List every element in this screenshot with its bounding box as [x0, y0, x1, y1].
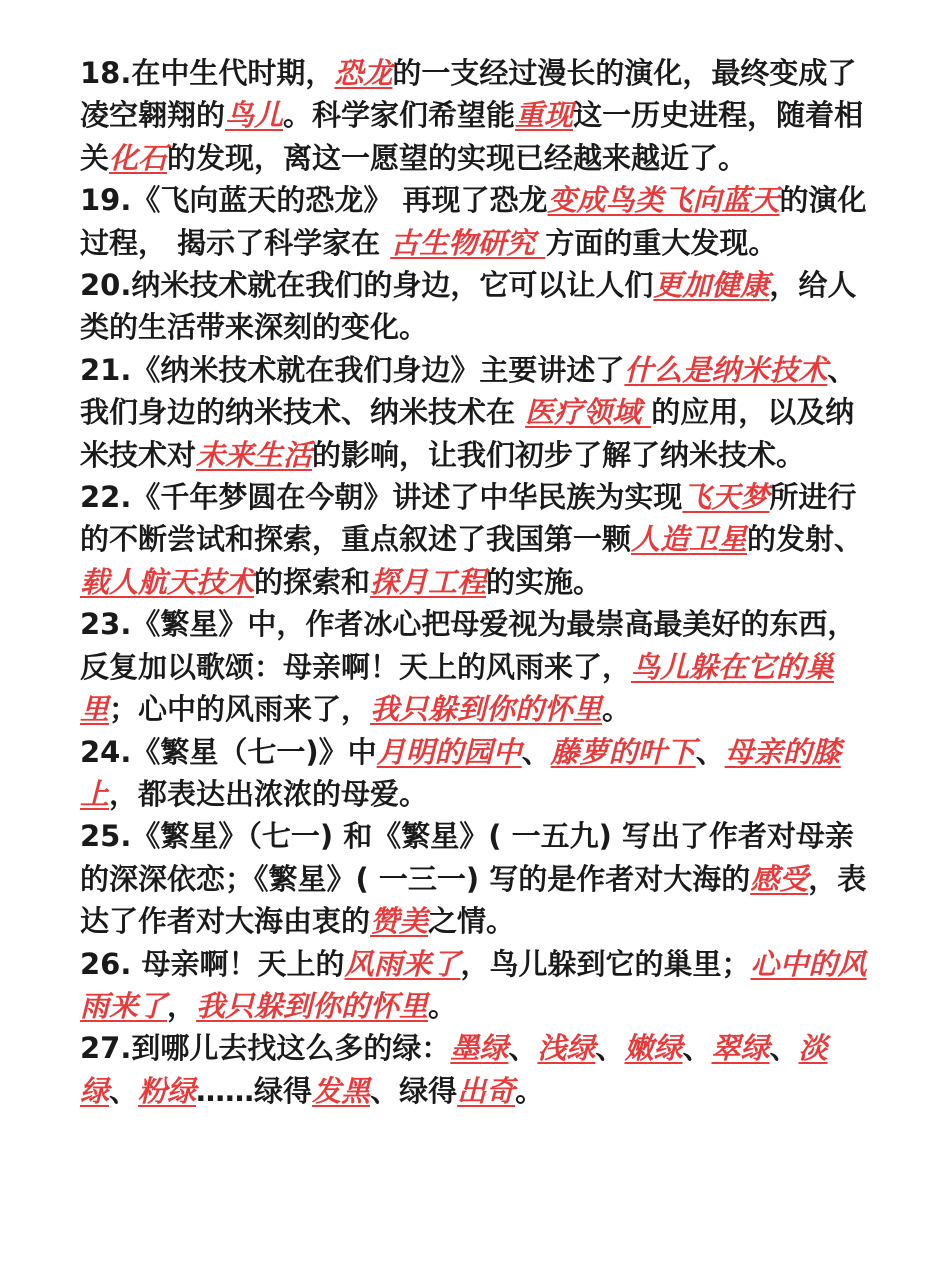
answer-text: 风雨来了	[344, 946, 461, 981]
answer-text: 更加健康	[653, 268, 770, 303]
body-text: 27.到哪儿去找这么多的绿：	[80, 1031, 451, 1066]
body-text: ；心中的风雨来了，	[109, 692, 371, 727]
body-text: 18.在中生代时期，	[80, 56, 335, 90]
answer-text: 嫩绿	[624, 1031, 683, 1066]
body-text: 23.《繁星》中，作者冰心把母爱视为最崇高最美好的东西，反复加以歌颂：母亲啊！天上的风雨来了，	[80, 607, 857, 684]
body-text: 的发射、	[747, 522, 864, 557]
body-text: 。科学家们希望能	[283, 98, 516, 133]
answer-text: 飞天梦	[682, 480, 770, 515]
body-text: 这一历史进程，随着相关	[80, 98, 864, 175]
note-item-q26	[80, 943, 880, 1028]
body-text: 20.纳米技术就在我们的身边，它可以让人们	[80, 268, 654, 303]
body-text: 。	[515, 1073, 545, 1108]
body-text: 的影响，让我们初步了解了纳米技术。	[312, 437, 806, 472]
note-item-q23	[80, 603, 880, 730]
body-text: ，都表达出浓浓的母爱。	[109, 776, 429, 811]
body-text: 。	[602, 692, 632, 727]
body-text: 之情。	[428, 904, 516, 939]
body-text: 、	[682, 1031, 712, 1066]
answer-text: 鸟儿躲在它的巢里	[80, 649, 835, 727]
answer-text: 墨绿	[450, 1031, 509, 1066]
answer-text: 探月工程	[370, 564, 487, 599]
answer-text: 赞美	[370, 904, 429, 939]
note-item-q27	[80, 1027, 880, 1112]
answer-text: 医疗领域	[525, 395, 652, 430]
answer-text: 什么是纳米技术	[624, 352, 828, 387]
note-item-q21	[80, 349, 880, 476]
body-text: 26. 母亲啊！天上的	[80, 946, 345, 981]
note-item-q18	[80, 52, 880, 179]
answer-text: 重现	[515, 98, 574, 133]
note-item-q19	[80, 179, 880, 264]
answer-text: 我只躲到你的怀里	[196, 988, 429, 1023]
body-text: 的发现，离这一愿望的实现已经越来越近了。	[167, 140, 748, 175]
body-text: 、绿得	[370, 1073, 458, 1108]
answer-text: 我只躲到你的怀里	[370, 692, 603, 727]
answer-text: 人造卫星	[631, 522, 748, 557]
answer-text: 恐龙	[334, 56, 393, 90]
answer-text: 出奇	[457, 1073, 516, 1108]
answer-text: 母亲的膝上	[80, 734, 841, 811]
answer-text: 化石	[109, 140, 168, 175]
body-text: 、	[508, 1031, 538, 1066]
body-text: ，给人类的生活带来深刻的变化。	[80, 268, 857, 345]
note-item-q24	[80, 731, 880, 816]
body-text: 22.《千年梦圆在今朝》讲述了中华民族为实现	[80, 480, 683, 515]
body-text: 25.《繁星》（七一) 和《繁星》( 一五九) 写出了作者对母亲的深深依恋；《繁星》( 一三一) 写的是作者对大海的	[80, 819, 854, 896]
body-text: 。	[428, 988, 458, 1023]
body-text: 的演化过程， 揭示了科学家在	[80, 183, 867, 260]
answer-text: 心中的风雨来了	[80, 946, 867, 1023]
body-text: 24.《繁星（七一)》中	[80, 734, 377, 769]
answer-text: 粉绿	[138, 1073, 197, 1108]
body-text: 、	[695, 734, 725, 769]
body-text: ，	[167, 988, 197, 1023]
body-text: 的一支经过漫长的演化，最终变成了凌空翱翔的	[80, 56, 857, 133]
answer-text: 变成鸟类飞向蓝天	[547, 183, 780, 218]
body-text: ，鸟儿躲到它的巢里；	[460, 946, 751, 981]
body-text: 19.《飞向蓝天的恐龙》 再现了恐龙	[80, 183, 548, 218]
answer-text: 浅绿	[537, 1031, 596, 1066]
body-text: 的实施。	[486, 564, 603, 599]
body-text: 、	[109, 1073, 139, 1108]
body-text: ……绿得	[196, 1073, 313, 1108]
body-text: 的应用，以及纳米技术对	[80, 395, 855, 472]
answer-text: 发黑	[312, 1073, 371, 1108]
answer-text: 古生物研究	[390, 225, 546, 260]
body-text: 、我们身边的纳米技术、纳米技术在	[80, 352, 857, 430]
body-text: 的探索和	[254, 564, 371, 599]
answer-text: 载人航天技术	[80, 564, 255, 599]
answer-text: 淡绿	[80, 1031, 828, 1108]
body-text: 、	[521, 734, 551, 769]
body-text: ，表达了作者对大海由衷的	[80, 861, 867, 939]
answer-text: 翠绿	[711, 1031, 770, 1066]
answer-text: 鸟儿	[225, 98, 284, 133]
answer-text: 月明的园中	[376, 734, 522, 769]
body-text: 所进行的不断尝试和探索，重点叙述了我国第一颗	[80, 480, 857, 557]
body-text: 、	[595, 1031, 625, 1066]
note-item-q25	[80, 815, 880, 942]
answer-text: 感受	[750, 861, 809, 896]
answer-text: 藤萝的叶下	[550, 734, 696, 769]
body-text: 方面的重大发现。	[545, 225, 778, 260]
body-text: 、	[769, 1031, 799, 1066]
note-item-q22	[80, 476, 880, 603]
body-text: 21.《纳米技术就在我们身边》主要讲述了	[80, 352, 625, 387]
note-item-q20	[80, 264, 880, 349]
answer-text: 未来生活	[196, 437, 313, 472]
